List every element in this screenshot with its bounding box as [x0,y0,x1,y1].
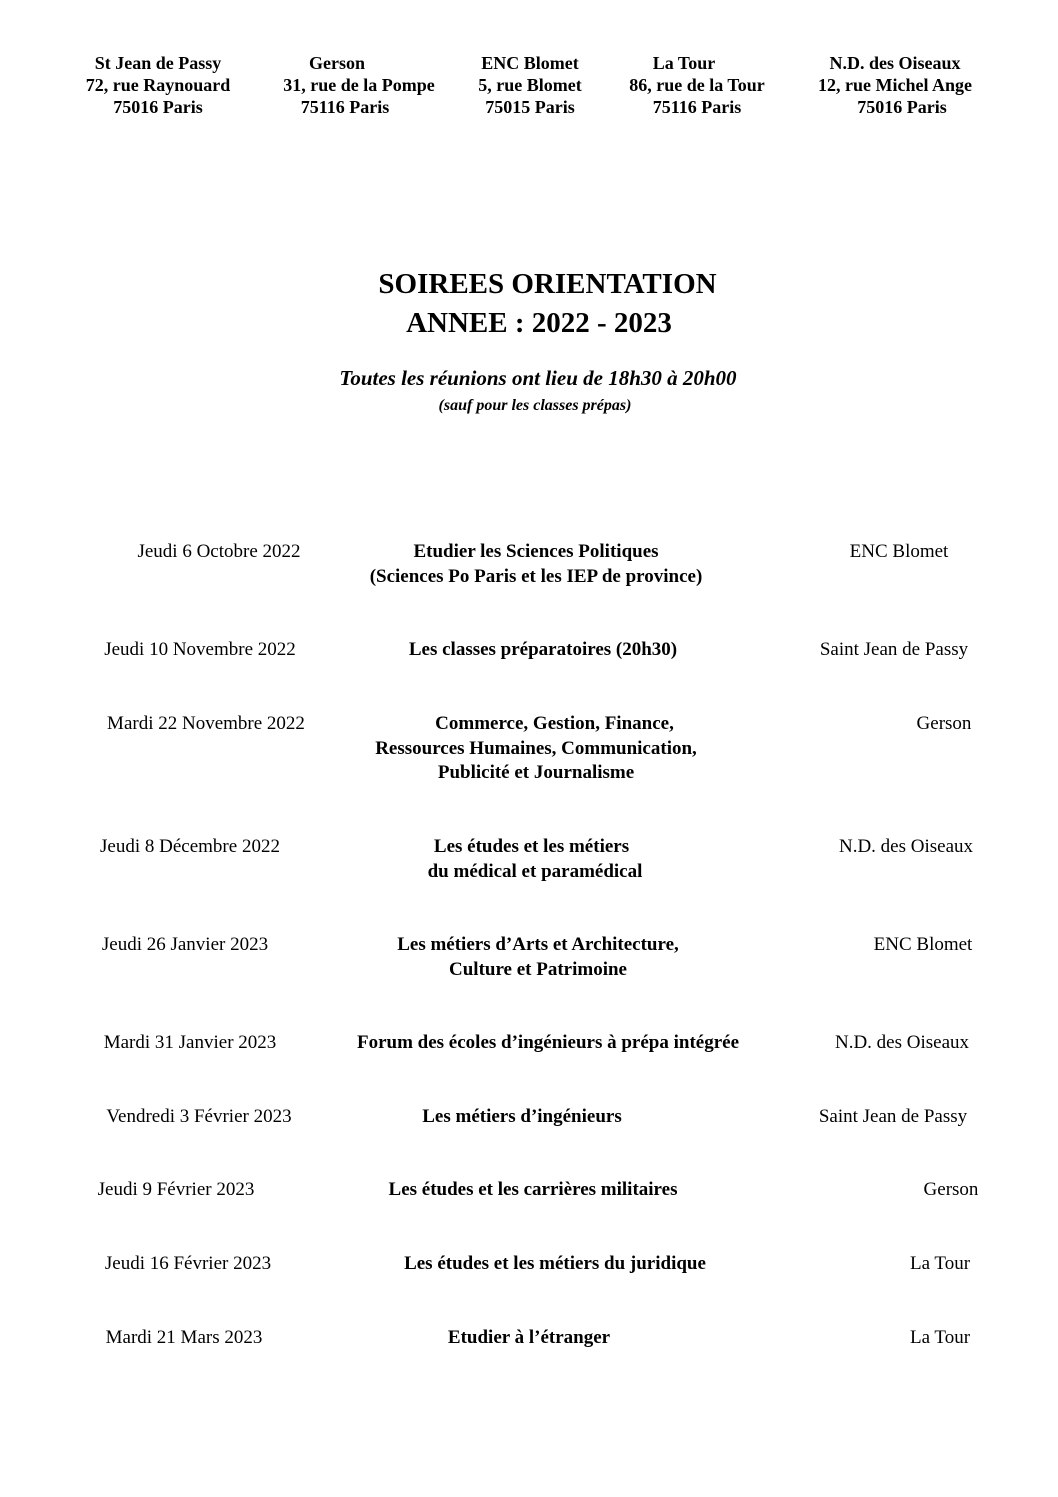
school-street: 31, rue de la Pompe [283,75,435,95]
event-topic [282,1105,762,1130]
event-topic [315,1252,795,1277]
school-street: 5, rue Blomet [478,75,582,95]
event-date: Mardi 22 Novembre 2022 [107,713,305,734]
event-topic-line: Forum des écoles d’ingénieurs à prépa intégrée [356,1032,740,1053]
event-place: N.D. des Oiseaux [834,1032,970,1053]
event-topic-line: Les études et les carrières militaires [388,1179,678,1200]
school-city: 75015 Paris [485,97,575,117]
event-topic [293,1178,773,1203]
event-topic [289,1326,769,1351]
event-date: Jeudi 26 Janvier 2023 [101,934,269,955]
event-date: Jeudi 8 Décembre 2022 [100,836,280,857]
school-name: Gerson [309,53,365,73]
event-place: Saint Jean de Passy [818,1106,968,1127]
school-name: La Tour [652,53,716,73]
event-topic-line: Les études et les métiers du juridique [404,1253,706,1274]
event-topic-line: Publicité et Journalisme [437,762,635,783]
school-street: 86, rue de la Tour [629,75,765,95]
school-street: 12, rue Michel Ange [818,75,972,95]
event-topic-line: Commerce, Gestion, Finance, [435,713,674,734]
page-year: ANNEE : 2022 - 2023 [406,307,672,339]
event-place: La Tour [909,1253,971,1274]
event-topic-line: Etudier à l’étranger [447,1327,611,1348]
event-topic-line: Culture et Patrimoine [449,958,627,980]
event-topic [296,712,776,786]
event-place: Gerson [923,1179,979,1200]
schedule-note: Toutes les réunions ont lieu de 18h30 à 20h00 [339,366,737,390]
school-gerson [259,52,459,118]
event-place: Gerson [916,713,972,734]
event-date: Mardi 21 Mars 2023 [105,1327,263,1348]
event-topic-line: (Sciences Po Paris et les IEP de province) [369,565,703,587]
page-title: SOIREES ORIENTATION [378,268,717,300]
event-topic [303,638,783,663]
event-date: Jeudi 16 Février 2023 [104,1253,272,1274]
school-city: 75116 Paris [652,97,742,117]
event-topic [296,540,776,589]
event-topic-line: Les métiers d’ingénieurs [422,1106,622,1127]
event-topic [295,835,775,884]
event-topic [308,1031,788,1056]
school-name: N.D. des Oiseaux [829,53,961,73]
school-name: ENC Blomet [481,53,579,73]
school-city: 75016 Paris [113,97,203,117]
event-date: Vendredi 3 Février 2023 [106,1106,292,1127]
event-topic [298,933,778,982]
event-place: Saint Jean de Passy [819,639,969,660]
event-place: La Tour [909,1327,971,1348]
event-date: Jeudi 6 Octobre 2022 [137,541,301,562]
school-nd-des-oiseaux [795,52,995,118]
event-place: N.D. des Oiseaux [838,836,974,857]
event-date: Jeudi 9 Février 2023 [97,1179,255,1200]
schedule-exception: (sauf pour les classes prépas) [438,397,632,414]
event-topic-line: Etudier les Sciences Politiques [413,541,659,562]
event-topic-line: Les études et les métiers [433,836,630,857]
school-city: 75116 Paris [300,97,390,117]
event-topic-line: Les métiers d’Arts et Architecture, [397,934,679,955]
school-la-tour [597,52,797,118]
event-place: ENC Blomet [849,541,949,562]
school-city: 75016 Paris [857,97,947,117]
event-place: ENC Blomet [873,934,973,955]
event-topic-line: Ressources Humaines, Communication, [375,737,697,759]
event-date: Mardi 31 Janvier 2023 [103,1032,277,1053]
school-street: 72, rue Raynouard [85,75,231,95]
event-topic-line: Les classes préparatoires (20h30) [408,639,678,660]
school-name: St Jean de Passy [94,53,222,73]
event-date: Jeudi 10 Novembre 2022 [104,639,296,660]
event-topic-line: du médical et paramédical [427,860,643,882]
